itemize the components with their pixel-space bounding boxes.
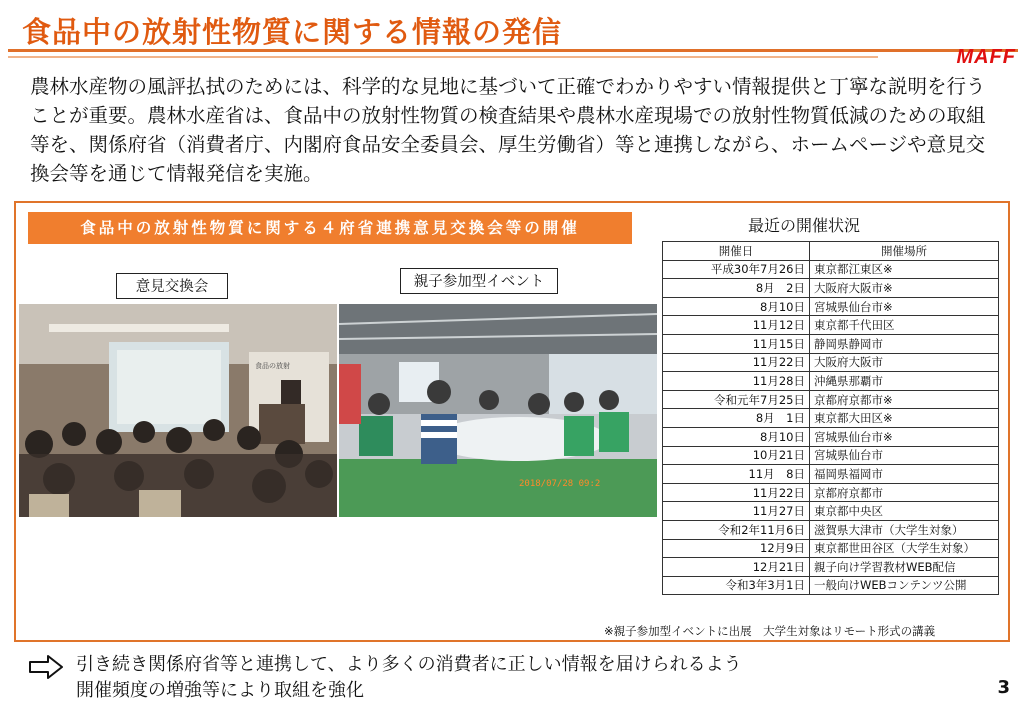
table-row <box>663 316 999 335</box>
table-row <box>663 483 999 502</box>
event-place: 東京都世田谷区（大学生対象） <box>810 539 999 558</box>
conclusion <box>76 652 742 704</box>
event-place: 東京都大田区※ <box>810 409 999 428</box>
event-place: 東京都中央区 <box>810 502 999 521</box>
table-row <box>663 427 999 446</box>
recent-events-title: 最近の開催状況 <box>748 216 861 235</box>
event-date: 11月15日 <box>663 334 810 353</box>
event-place: 一般向けWEBコンテンツ公開 <box>810 576 999 595</box>
event-date: 11月12日 <box>663 316 810 335</box>
page-number: 3 <box>997 677 1010 698</box>
event-place: 東京都江東区※ <box>810 260 999 279</box>
table-row <box>663 539 999 558</box>
event-place: 滋賀県大津市（大学生対象） <box>810 520 999 539</box>
column-header-date: 開催日 <box>663 242 810 261</box>
title-underline <box>8 49 1018 52</box>
event-place: 東京都千代田区 <box>810 316 999 335</box>
event-place: 宮城県仙台市※ <box>810 297 999 316</box>
event-date: 11月22日 <box>663 353 810 372</box>
event-date: 11月28日 <box>663 372 810 391</box>
column-header-place: 開催場所 <box>810 242 999 261</box>
event-date: 11月 8日 <box>663 465 810 484</box>
table-row <box>663 520 999 539</box>
table-row <box>663 465 999 484</box>
conclusion-line-2: 開催頻度の増強等により取組を強化 <box>76 680 364 701</box>
table-row <box>663 353 999 372</box>
event-date: 8月 2日 <box>663 279 810 298</box>
table-row <box>663 576 999 595</box>
table-row <box>663 558 999 577</box>
event-date: 8月10日 <box>663 427 810 446</box>
meeting-photo <box>19 304 337 517</box>
event-photo <box>339 304 657 517</box>
event-date: 12月21日 <box>663 558 810 577</box>
table-footnote: ※親子参加型イベントに出展 大学生対象はリモート形式の講義 <box>604 624 936 638</box>
table-row <box>663 279 999 298</box>
page-title: 食品中の放射性物質に関する情報の発信 <box>22 15 563 49</box>
event-place: 大阪府大阪市 <box>810 353 999 372</box>
table-row <box>663 502 999 521</box>
photo2-label: 親子参加型イベント <box>400 268 558 294</box>
table-row <box>663 260 999 279</box>
table-row <box>663 297 999 316</box>
event-date: 11月27日 <box>663 502 810 521</box>
event-date: 12月9日 <box>663 539 810 558</box>
table-row <box>663 390 999 409</box>
event-place: 沖縄県那覇市 <box>810 372 999 391</box>
photo-timestamp: 2018/07/28 09:2 <box>519 479 601 489</box>
event-place: 福岡県福岡市 <box>810 465 999 484</box>
maff-logo: MAFF <box>956 46 1016 68</box>
right-arrow-icon <box>28 655 64 679</box>
panel-heading: 食品中の放射性物質に関する４府省連携意見交換会等の開催 <box>28 212 632 244</box>
event-place: 宮城県仙台市 <box>810 446 999 465</box>
table-row <box>663 409 999 428</box>
event-place: 静岡県静岡市 <box>810 334 999 353</box>
event-place: 京都府京都市 <box>810 483 999 502</box>
table-row <box>663 372 999 391</box>
event-date: 令和元年7月25日 <box>663 390 810 409</box>
table-row <box>663 334 999 353</box>
event-place: 親子向け学習教材WEB配信 <box>810 558 999 577</box>
event-date: 8月10日 <box>663 297 810 316</box>
event-date: 令和2年11月6日 <box>663 520 810 539</box>
event-date: 平成30年7月26日 <box>663 260 810 279</box>
event-date: 8月 1日 <box>663 409 810 428</box>
photo1-label: 意見交換会 <box>116 273 228 299</box>
event-place: 大阪府大阪市※ <box>810 279 999 298</box>
event-place: 宮城県仙台市※ <box>810 427 999 446</box>
event-place: 京都府京都市※ <box>810 390 999 409</box>
table-row <box>663 446 999 465</box>
event-date: 11月22日 <box>663 483 810 502</box>
intro-paragraph: 農林水産物の風評払拭のためには、科学的な見地に基づいて正確でわかりやすい情報提供と丁寧な説明を行うことが重要。農林水産省は、食品中の放射性物質の検査結果や農林水産現場での放射性物質低減のための取組等を、関係府省（消費者庁、内閣府食品安全委員会、厚生労働省）等と連携しながら、ホームページや意見交換会等を通じて情報発信を実施。 <box>30 75 986 185</box>
event-date: 10月21日 <box>663 446 810 465</box>
conclusion-line-1: 引き続き関係府省等と連携して、より多くの消費者に正しい情報を届けられるよう <box>76 654 742 675</box>
event-date: 令和3年3月1日 <box>663 576 810 595</box>
svg-text:食品の放射: 食品の放射 <box>255 362 290 370</box>
title-underline-secondary <box>8 56 878 58</box>
schedule-table <box>662 241 999 595</box>
